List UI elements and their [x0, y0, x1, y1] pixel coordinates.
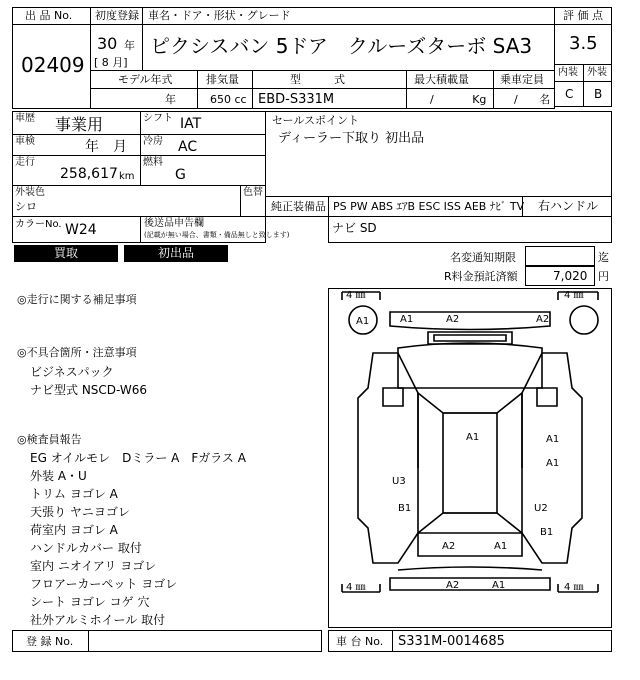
interior-grade: C — [565, 87, 574, 101]
mark-a1-roof: A1 — [466, 432, 480, 443]
aftermarket-note: (記載が無い場合、書類・備品無しと致します) — [144, 231, 290, 239]
displacement: 650 cc — [210, 93, 247, 106]
doc-deadline-label: 名変通知期限 — [450, 251, 516, 264]
inspector-line: 外装 A・U — [30, 469, 87, 483]
doc-deadline-box — [525, 246, 595, 266]
type-label: 型 式 — [290, 73, 345, 86]
mark-u3-left: U3 — [392, 476, 406, 487]
inspector-line: 荷室内 ヨゴレ A — [30, 523, 118, 537]
shift-label: シフト — [143, 113, 173, 124]
roof — [443, 413, 497, 513]
mark-b1-right: B1 — [540, 527, 554, 538]
fuel: G — [175, 167, 186, 183]
aftermarket-label: 後送品申告欄 — [144, 218, 204, 229]
shift: IAT — [180, 116, 202, 132]
tire-depth-rr: 4 ㎜ — [564, 582, 584, 593]
sales-point: ディーラー下取り 初出品 — [278, 131, 425, 146]
det-v3 — [240, 185, 241, 216]
det-h3 — [12, 185, 266, 186]
mark-a2-bumper-r: A2 — [536, 314, 550, 325]
car-diagram — [328, 288, 612, 628]
lot-number: 02409 — [21, 53, 85, 77]
exterior-color: シロ — [15, 200, 37, 213]
reg-no-vdiv — [88, 630, 89, 652]
rear-glass — [418, 513, 522, 533]
defect-line: ナビ型式 NSCD-W66 — [30, 383, 148, 397]
spec-v4 — [493, 70, 494, 109]
ac-label: 冷房 — [143, 136, 163, 147]
front-bumper — [390, 312, 550, 330]
color-no: W24 — [65, 222, 97, 238]
inspector-line: EG オイルモレ Dミラー A Fガラス A — [30, 451, 246, 465]
steering: 右ハンドル — [538, 199, 599, 213]
mark-a1-fl-wheel: A1 — [356, 316, 370, 327]
reg-label: 初度登録 — [95, 9, 139, 22]
inspector-line: シート ヨゴレ コゲ 穴 — [30, 595, 150, 609]
tire-depth-rl: 4 ㎜ — [346, 582, 366, 593]
capacity-unit: / 名 — [514, 93, 551, 106]
payload-unit: / Kg — [430, 93, 487, 106]
mark-a2-bumper-c: A2 — [446, 314, 460, 325]
chassis-label: 車 台 No. — [336, 635, 384, 648]
buy-badge: 買取 — [14, 245, 118, 262]
capacity-label: 乗車定員 — [500, 73, 544, 86]
inspector-line: ハンドルカバー 取付 — [30, 541, 142, 555]
lot-label: 出 品 No. — [25, 9, 73, 22]
history-label: 車歴 — [15, 113, 35, 124]
reg-month: [ 8 月] — [94, 56, 128, 69]
grille-inner — [434, 335, 506, 341]
spec-v3 — [406, 70, 407, 109]
defect-line: ビジネスパック — [30, 365, 114, 379]
interior-label: 内装 — [558, 67, 578, 78]
mileage-unit: km — [119, 171, 135, 182]
spec-v2 — [252, 70, 253, 109]
mark-a1-backdoor-r: A1 — [494, 541, 508, 552]
mirror-right — [537, 388, 557, 406]
det-v2 — [140, 216, 141, 243]
inspector-line: フロアーカーペット ヨゴレ — [30, 577, 178, 591]
mark-a2-backdoor-l: A2 — [442, 541, 456, 552]
recycle-fee: 7,020 — [553, 269, 588, 283]
left-side — [358, 353, 418, 563]
front-face — [398, 343, 542, 388]
recycle-label: R料金預託済額 — [444, 270, 518, 283]
mileage-label: 走行 — [15, 157, 35, 168]
windshield — [418, 393, 522, 413]
color-change-label: 色替 — [243, 187, 263, 198]
inspection-label: 車検 — [15, 136, 35, 147]
mark-b1-left: B1 — [398, 503, 412, 514]
wheel-front-right — [570, 306, 598, 334]
det-h4 — [12, 216, 266, 217]
mark-a2-rear-l: A2 — [446, 580, 460, 591]
model-year-label: モデル年式 — [118, 73, 173, 86]
rear-bumper-top — [398, 567, 542, 570]
mileage: 258,617 — [60, 166, 118, 182]
color-no-label: カラーNo. — [15, 219, 62, 230]
lot-divider — [12, 24, 91, 25]
sales-point-label: セールスポイント — [272, 114, 360, 127]
mark-u2-right: U2 — [534, 503, 548, 514]
car-name: ピクシスバン 5ドア クルーズターボ SA3 — [150, 34, 533, 58]
reg-no-label: 登 録 No. — [26, 635, 74, 648]
model-year-unit: 年 — [165, 93, 176, 106]
payload-label: 最大積載量 — [414, 73, 469, 86]
equip-v1 — [328, 196, 329, 217]
score-label: 評 価 点 — [563, 9, 603, 22]
inspector-line: トリム ヨゴレ A — [30, 487, 118, 501]
inspection: 年 月 — [85, 139, 127, 155]
inspector-line: 室内 ニオイアリ ヨゴレ — [30, 559, 157, 573]
aftermarket: ナビ SD — [332, 221, 377, 235]
inspector-title: ◎検査員報告 — [17, 433, 82, 446]
exterior-grade: B — [594, 87, 603, 101]
tire-depth-fr: 4 ㎜ — [564, 290, 584, 301]
equipment: PS PW ABS ｴｱB ESC ISS AEB ﾅﾋﾞ TV — [333, 200, 525, 213]
title-divider — [90, 24, 555, 25]
det-h2 — [12, 155, 266, 156]
det-v1 — [140, 111, 141, 185]
fuel-label: 燃料 — [143, 157, 163, 168]
tire-depth-fl: 4 ㎜ — [346, 290, 366, 301]
mark-a1-rear-r: A1 — [492, 580, 506, 591]
car-label: 車名・ドア・形状・グレード — [148, 9, 291, 22]
mirror-left — [383, 388, 403, 406]
mark-a1-bumper-l: A1 — [400, 314, 414, 325]
recycle-unit: 円 — [598, 270, 609, 283]
reg-year-unit: 年 — [124, 39, 135, 52]
defects-title: ◎不具合箇所・注意事項 — [17, 346, 137, 359]
exterior-label: 外装 — [587, 67, 607, 78]
grade-vdiv — [583, 64, 584, 107]
history: 事業用 — [55, 115, 104, 134]
chassis-no: S331M-0014685 — [398, 634, 505, 649]
spec-v1 — [197, 70, 198, 109]
ac: AC — [178, 139, 198, 155]
score-value: 3.5 — [569, 33, 598, 54]
mark-a1-right-door: A1 — [546, 434, 560, 445]
displacement-label: 排気量 — [206, 73, 239, 86]
det-h1 — [12, 134, 266, 135]
exterior-color-label: 外装色 — [15, 187, 45, 198]
model-code: EBD-S331M — [258, 92, 335, 107]
rear-bumper — [390, 578, 550, 590]
chassis-vdiv — [392, 630, 393, 652]
spec-hdiv — [90, 88, 555, 89]
score-divider — [554, 24, 612, 25]
driving-title: ◎走行に関する補足事項 — [17, 293, 137, 306]
equipment-label: 純正装備品 — [271, 200, 326, 213]
first-badge: 初出品 — [124, 245, 228, 262]
title-vdivider — [142, 7, 143, 71]
reg-year: 30 — [97, 34, 118, 53]
inspector-line: 社外アルミホイール 取付 — [30, 613, 166, 627]
inspector-line: 天張り ヤニヨゴレ — [30, 505, 130, 519]
doc-deadline-unit: 迄 — [598, 251, 609, 264]
mark-a1-right-rear: A1 — [546, 458, 560, 469]
